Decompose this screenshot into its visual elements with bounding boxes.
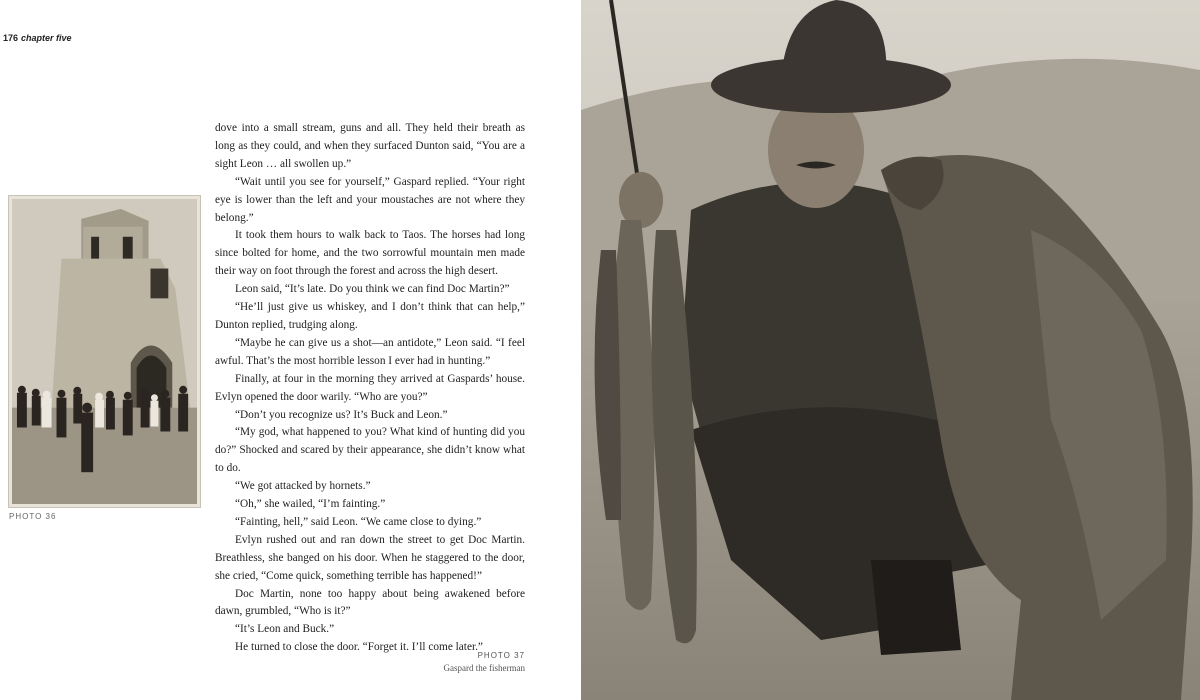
paragraph: He turned to close the door. “Forget it. I’ll come later.” [235, 641, 483, 654]
paragraph: “Don’t you recognize us? It’s Buck and Leon.” [235, 408, 448, 421]
paragraph: “We got attacked by hornets.” [235, 480, 371, 493]
photo-36-church [8, 195, 201, 508]
photo-37-caption [380, 650, 525, 674]
paragraph: Leon said, “It’s late. Do you think we can find Doc Martin?” [235, 283, 510, 296]
paragraph: “Oh,” she wailed, “I’m fainting.” [235, 498, 386, 511]
paragraph: “It’s Leon and Buck.” [235, 623, 335, 636]
paragraph: “Maybe he can give us a shot—an antidote,” Leon said. “I feel awful. That’s the most horrible lesson I ever had in hunting.” [215, 336, 525, 367]
paragraph: “Fainting, hell,” said Leon. “We came close to dying.” [235, 515, 482, 528]
page-number: 176 [3, 33, 19, 43]
paragraph: “My god, what happened to you? What kind of hunting did you do?” Shocked and scared by their appearance, she didn’t know what to do. [215, 426, 525, 475]
paragraph: Evlyn rushed out and ran down the street to get Doc Martin. Breathless, she banged on his door. When he staggered to the door, she cried, “Come quick, something terrible has happened!” [215, 533, 525, 582]
paragraph: Doc Martin, none too happy about being awakened before dawn, grumbled, “Who is it?” [215, 587, 525, 618]
paragraph: It took them hours to walk back to Taos. The horses had long since bolted for home, and the two sorrowful mountain men made their way on foot through the forest and across the high desert. [215, 229, 525, 278]
paragraph: “He’ll just give us whiskey, and I don’t think that can help,” Dunton replied, trudging along. [215, 301, 525, 331]
photo-37-caption-number: PHOTO 37 [477, 651, 525, 660]
page-header [3, 33, 72, 43]
church-photo-illustration [12, 199, 197, 504]
body-text-column [215, 120, 525, 657]
paragraph: “Wait until you see for yourself,” Gaspard replied. “Your right eye is lower than the left and your moustaches are not where they belong.” [215, 175, 525, 224]
photo-36-caption: PHOTO 36 [9, 512, 57, 521]
paragraph: dove into a small stream, guns and all. They held their breath as long as they could, and when they surfaced Dunton said, “You are a sight Leon … all swollen up.” [215, 122, 525, 170]
photo-37-fisherman [581, 0, 1200, 700]
chapter-title: chapter five [21, 33, 72, 43]
paragraph: Finally, at four in the morning they arrived at Gaspards’ house. Evlyn opened the door warily. “Who are you?” [215, 372, 525, 403]
photo-37-caption-text: Gaspard the fisherman [443, 663, 525, 673]
fisherman-photo-illustration [581, 0, 1200, 700]
